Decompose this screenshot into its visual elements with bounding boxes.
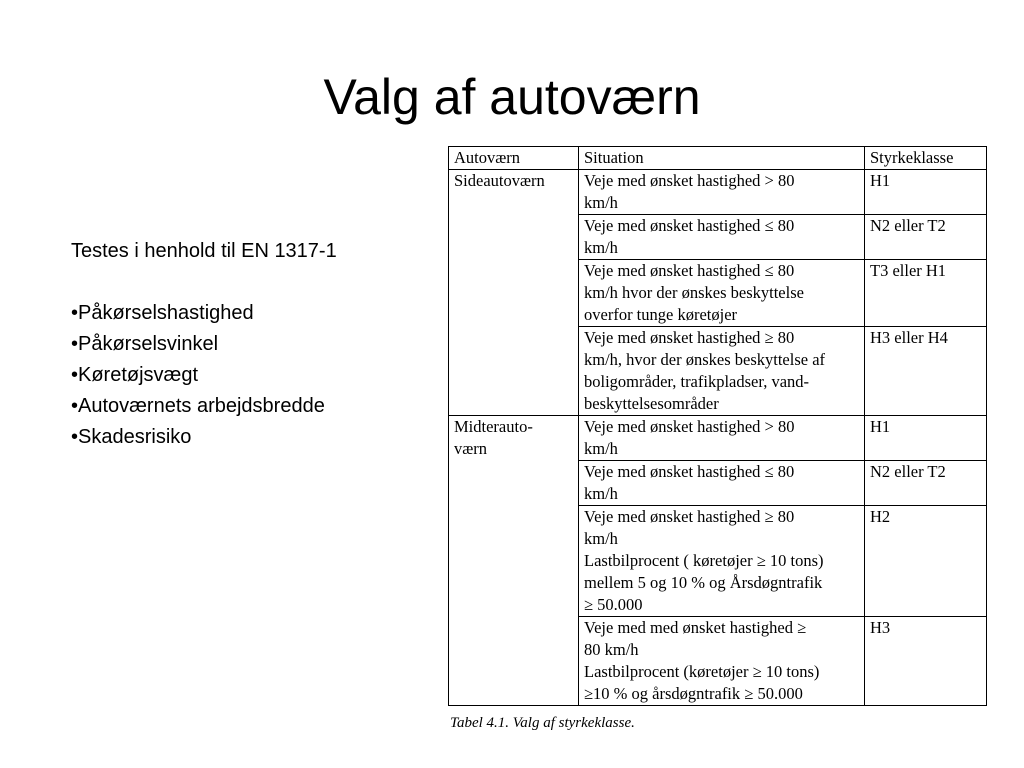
situation-text: mellem 5 og 10 % og Årsdøgntrafik — [584, 573, 823, 592]
header-styrkeklasse: Styrkeklasse — [865, 147, 987, 170]
bullet-item: •Autoværnets arbejdsbredde — [71, 395, 325, 417]
situation-text: Veje med med ønsket hastighed ≥ — [584, 618, 807, 637]
autovaern-type-text: Midterauto- — [454, 417, 533, 436]
situation-text: km/h — [584, 439, 618, 458]
situation-text: Veje med ønsket hastighed ≤ 80 — [584, 462, 795, 481]
situation-text: km/h, hvor der ønskes beskyttelse af — [584, 350, 826, 369]
table-header-row — [449, 147, 987, 170]
bullet-item: •Påkørselsvinkel — [71, 333, 219, 355]
autovaern-type-text: Sideautoværn — [454, 171, 545, 190]
situation-cell — [579, 416, 865, 461]
autovaern-type-cell — [449, 170, 579, 416]
situation-text: Veje med ønsket hastighed > 80 — [584, 417, 795, 436]
situation-text: Veje med ønsket hastighed ≤ 80 — [584, 216, 795, 235]
table-caption: Tabel 4.1. Valg af styrkeklasse. — [450, 715, 635, 731]
header-autovaern: Autoværn — [449, 147, 579, 170]
situation-text: km/h — [584, 238, 618, 257]
situation-text: Veje med ønsket hastighed ≤ 80 — [584, 261, 795, 280]
situation-text: boligområder, trafikpladser, vand- — [584, 372, 810, 391]
styrkeklasse-cell: H1 — [865, 170, 987, 215]
styrkeklasse-table — [448, 146, 987, 706]
situation-text: ≥ 50.000 — [584, 595, 643, 614]
situation-text: Veje med ønsket hastighed ≥ 80 — [584, 328, 795, 347]
styrkeklasse-cell: H3 eller H4 — [865, 327, 987, 416]
table-row — [449, 170, 987, 215]
situation-text: km/h hvor der ønskes beskyttelse — [584, 283, 804, 302]
situation-cell — [579, 461, 865, 506]
situation-text: Lastbilprocent ( køretøjer ≥ 10 tons) — [584, 551, 824, 570]
styrkeklasse-cell: N2 eller T2 — [865, 215, 987, 260]
situation-cell — [579, 506, 865, 617]
styrkeklasse-cell: H3 — [865, 617, 987, 706]
situation-text: km/h — [584, 193, 618, 212]
situation-text: beskyttelsesområder — [584, 394, 719, 413]
table-body — [449, 170, 987, 706]
table-row — [449, 416, 987, 461]
situation-cell — [579, 617, 865, 706]
bullet-item: •Køretøjsvægt — [71, 364, 199, 386]
situation-text: overfor tunge køretøjer — [584, 305, 738, 324]
situation-text: Lastbilprocent (køretøjer ≥ 10 tons) — [584, 662, 820, 681]
left-text-block — [71, 236, 431, 453]
situation-cell — [579, 260, 865, 327]
situation-cell — [579, 170, 865, 215]
styrkeklasse-cell: H2 — [865, 506, 987, 617]
situation-text: ≥10 % og årsdøgntrafik ≥ 50.000 — [584, 684, 803, 703]
situation-text: Veje med ønsket hastighed ≥ 80 — [584, 507, 795, 526]
autovaern-type-text: værn — [454, 439, 487, 458]
situation-text: 80 km/h — [584, 640, 639, 659]
situation-text: Veje med ønsket hastighed > 80 — [584, 171, 795, 190]
styrkeklasse-cell: N2 eller T2 — [865, 461, 987, 506]
situation-text: km/h — [584, 484, 618, 503]
autovaern-type-cell — [449, 416, 579, 706]
slide-title: Valg af autoværn — [323, 69, 701, 125]
situation-cell — [579, 215, 865, 260]
bullet-item: •Påkørselshastighed — [71, 302, 254, 324]
situation-cell — [579, 327, 865, 416]
intro-text: Testes i henhold til EN 1317-1 — [71, 240, 337, 262]
styrkeklasse-cell: H1 — [865, 416, 987, 461]
situation-text: km/h — [584, 529, 618, 548]
styrkeklasse-cell: T3 eller H1 — [865, 260, 987, 327]
header-situation: Situation — [579, 147, 865, 170]
bullet-item: •Skadesrisiko — [71, 426, 192, 448]
